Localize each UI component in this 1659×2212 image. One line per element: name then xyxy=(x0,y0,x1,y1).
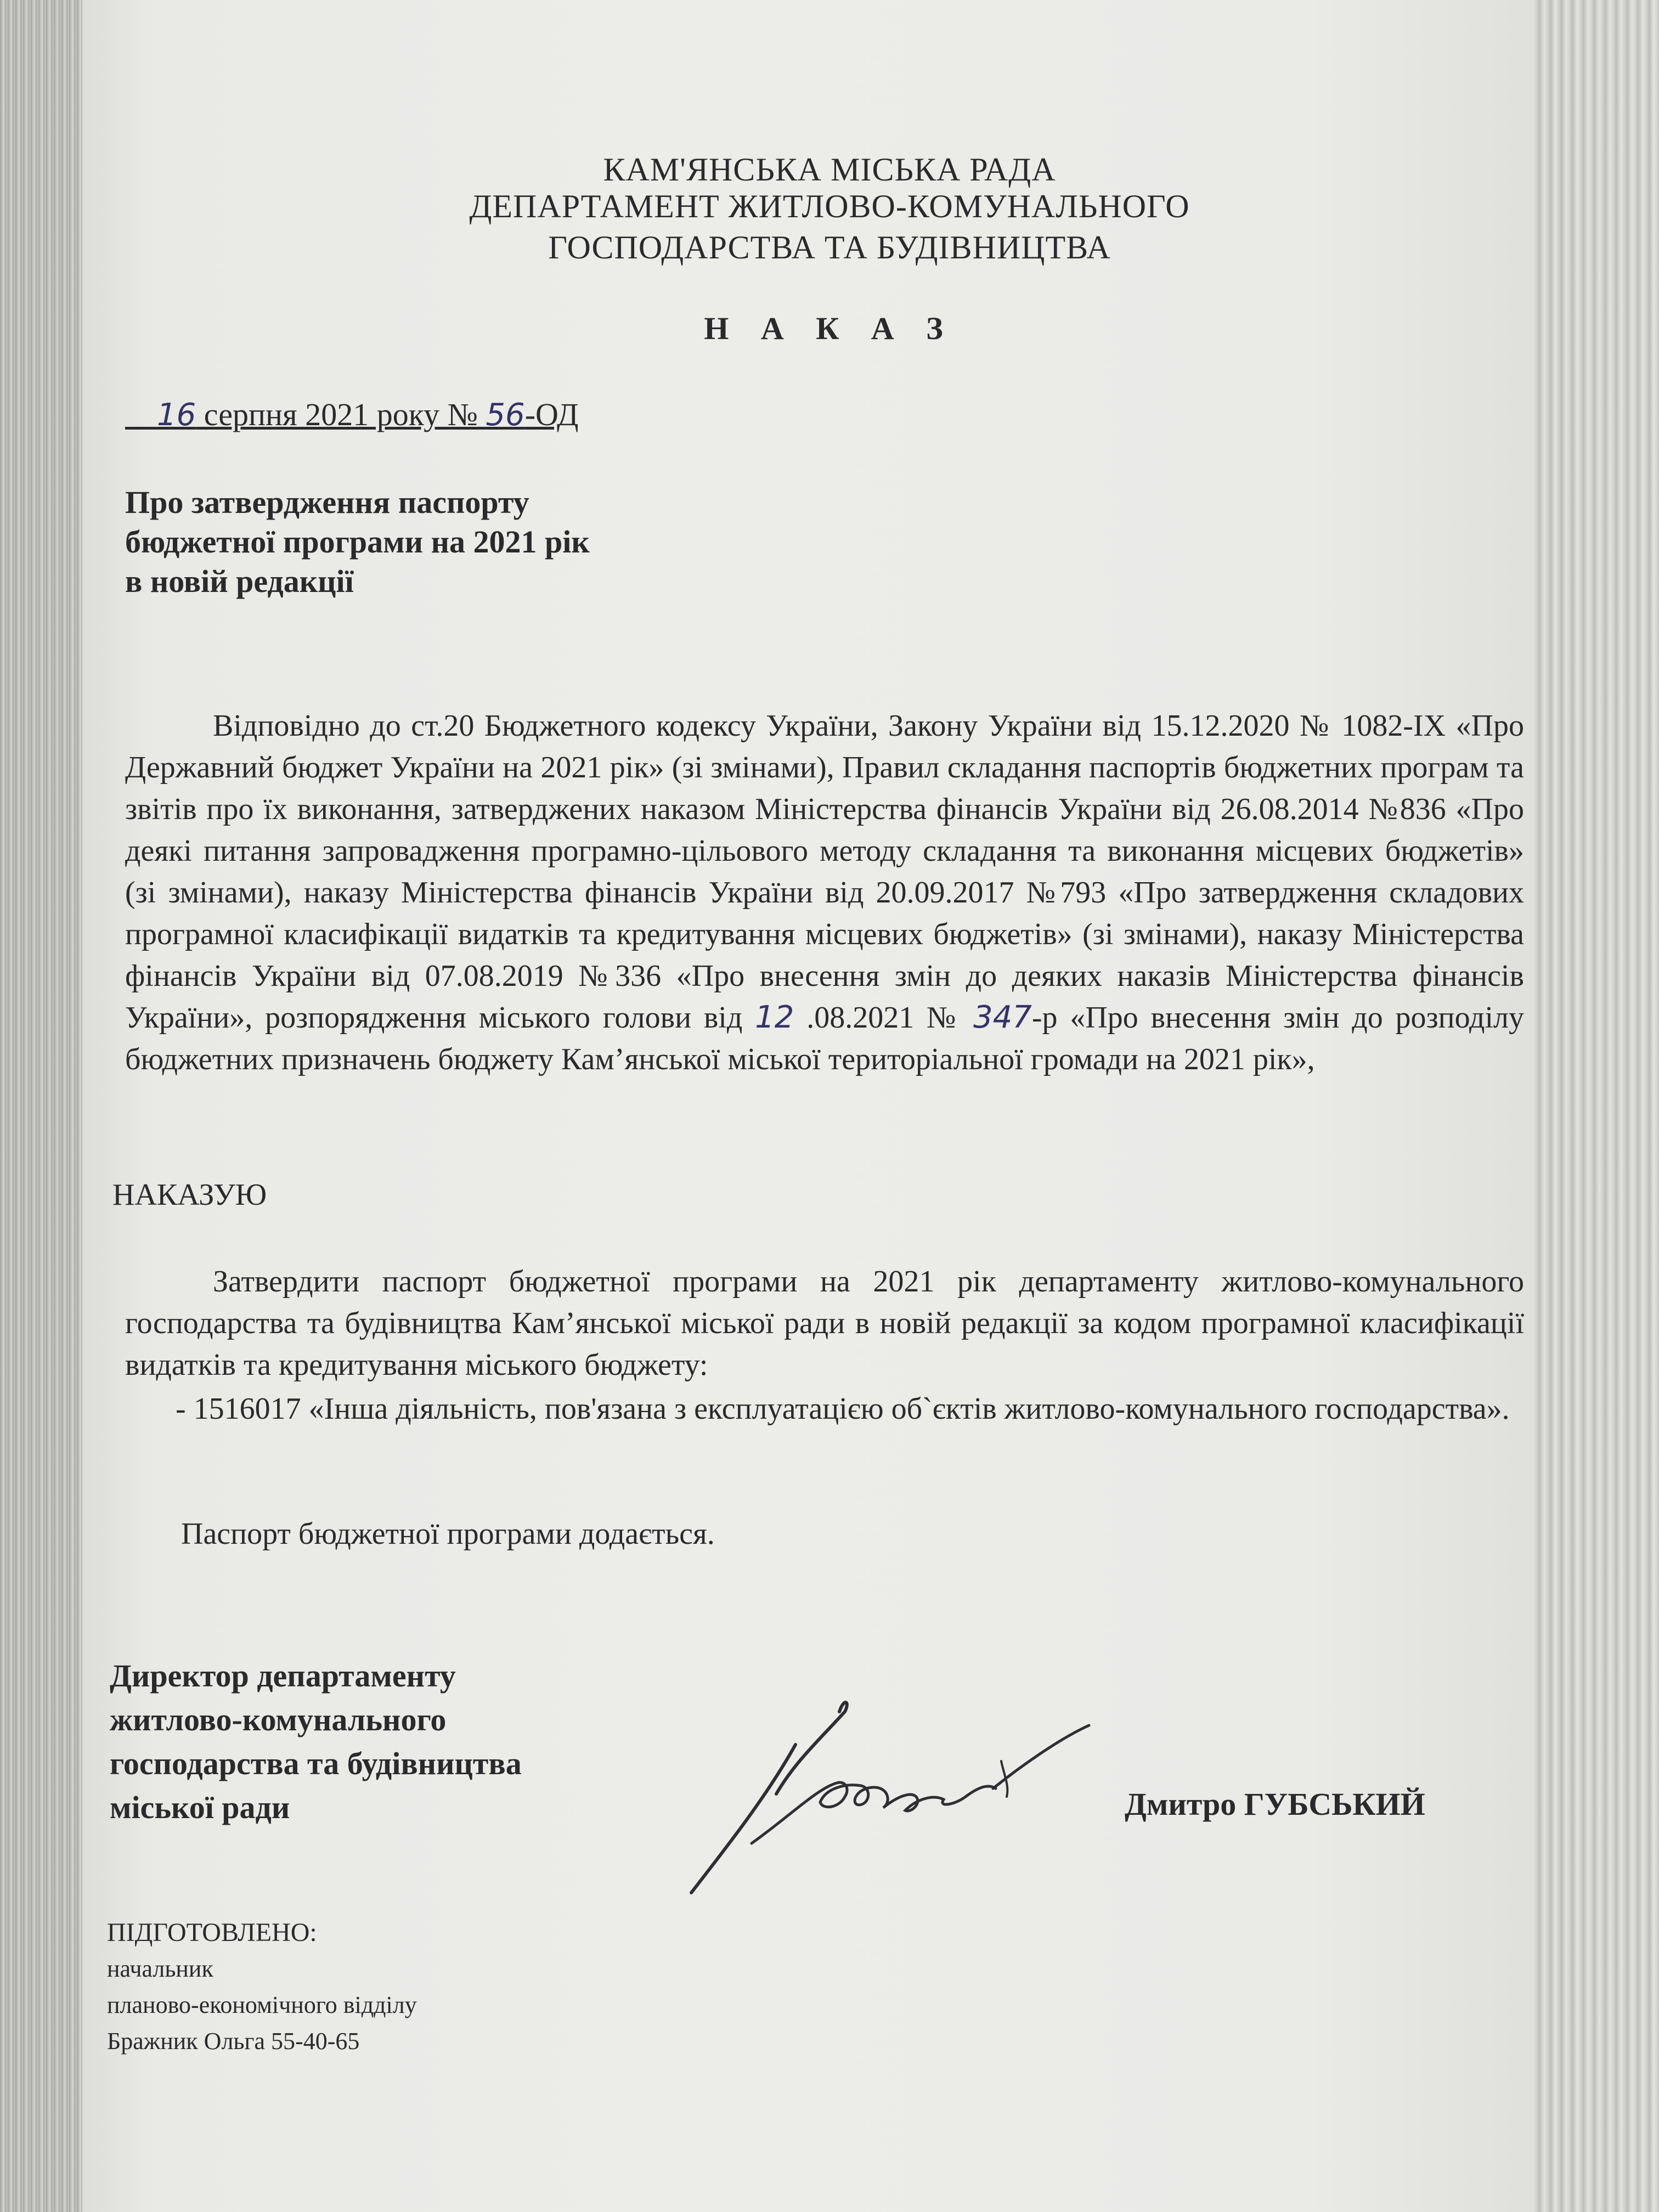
preamble-text-2: .08.2021 № xyxy=(794,1001,974,1035)
order-suffix: -ОД xyxy=(524,397,579,432)
header-line-1: КАМ'ЯНСЬКА МІСЬКА РАДА xyxy=(603,151,1056,188)
prepared-label: ПІДГОТОВЛЕНО: xyxy=(107,1918,317,1947)
date-number-line xyxy=(125,396,579,433)
signatory-line-2: житлово-комунального xyxy=(110,1702,447,1737)
prepared-position-1: начальник xyxy=(107,1955,213,1982)
subject-line-1: Про затвердження паспорту xyxy=(125,484,529,520)
handwritten-signature xyxy=(680,1679,1097,1898)
subject-line-2: бюджетної програми на 2021 рік xyxy=(125,524,590,560)
order-paragraph: Затвердити паспорт бюджетної програми на 2021 рік департаменту житлово-комунального господарства та будівництва Кам’янської міської ради в новій редакції за кодом програмної класифікації видатків та кредитування міського бюджету: xyxy=(125,1265,1524,1382)
preamble-text-3: -р «Про внесення змін до розподілу бюджетних призначень бюджету Кам’янської міської територіальної громади на 2021 рік», xyxy=(125,1001,1524,1076)
program-code-item: - 1516017 «Інша діяльність, пов'язана з експлуатацією об`єктів житлово-комунального господарства». xyxy=(176,1392,1510,1426)
signatory-line-4: міської ради xyxy=(110,1790,290,1825)
signatory-line-1: Директор департаменту xyxy=(110,1658,456,1694)
order-word: НАКАЗУЮ xyxy=(112,1178,267,1212)
document-title: Н А К А З xyxy=(704,311,955,346)
handwritten-day: 16 xyxy=(157,397,196,433)
preamble-text-1: Відповідно до ст.20 Бюджетного кодексу України, Закону України від 15.12.2020 № 1082-IX «Про Державний бюджет України на 2021 рік» (зі змінами), Правил складання паспортів бюджетних програм та звітів про їх виконання, затверджених наказом Міністерства фінансів України від 26.08.2014 №836 «Про деякі питання запровадження програмно-цільового методу складання та виконання місцевих бюджетів» (зі змінами), наказу Міністерства фінансів України від 20.09.2017 №793 «Про затвердження складових програмної класифікації видатків та кредитування місцевих бюджетів» (зі змінами), наказу Міністерства фінансів України від 07.08.2019 №336 «Про внесення змін до деяких наказів Міністерства фінансів України», розпорядження міського голови від xyxy=(125,709,1524,1035)
handwritten-decree-day: 12 xyxy=(755,1000,794,1035)
date-text: серпня 2021 року № xyxy=(196,397,486,432)
signatory-name: Дмитро ГУБСЬКИЙ xyxy=(1125,1786,1425,1822)
attachment-note: Паспорт бюджетної програми додається. xyxy=(181,1517,715,1551)
header-line-2: ДЕПАРТАМЕНТ ЖИТЛОВО-КОМУНАЛЬНОГО xyxy=(469,188,1190,224)
signatory-position xyxy=(110,1654,713,1830)
date-line-underlined xyxy=(125,397,579,432)
prepared-contact: Бражник Ольга 55-40-65 xyxy=(107,2028,360,2055)
header-line-3: ГОСПОДАРСТВА ТА БУДІВНИЦТВА xyxy=(548,229,1111,266)
prepared-by-block xyxy=(107,1915,417,2059)
prepared-position-2: планово-економічного відділу xyxy=(107,1991,417,2018)
subject-line-3: в новій редакції xyxy=(125,563,354,599)
preamble-paragraph xyxy=(125,705,1524,1080)
signatory-line-3: господарства та будівництва xyxy=(110,1746,522,1781)
handwritten-order-number: 56 xyxy=(486,397,525,433)
order-subject xyxy=(125,483,838,601)
handwritten-decree-number: 347 xyxy=(973,1000,1032,1035)
